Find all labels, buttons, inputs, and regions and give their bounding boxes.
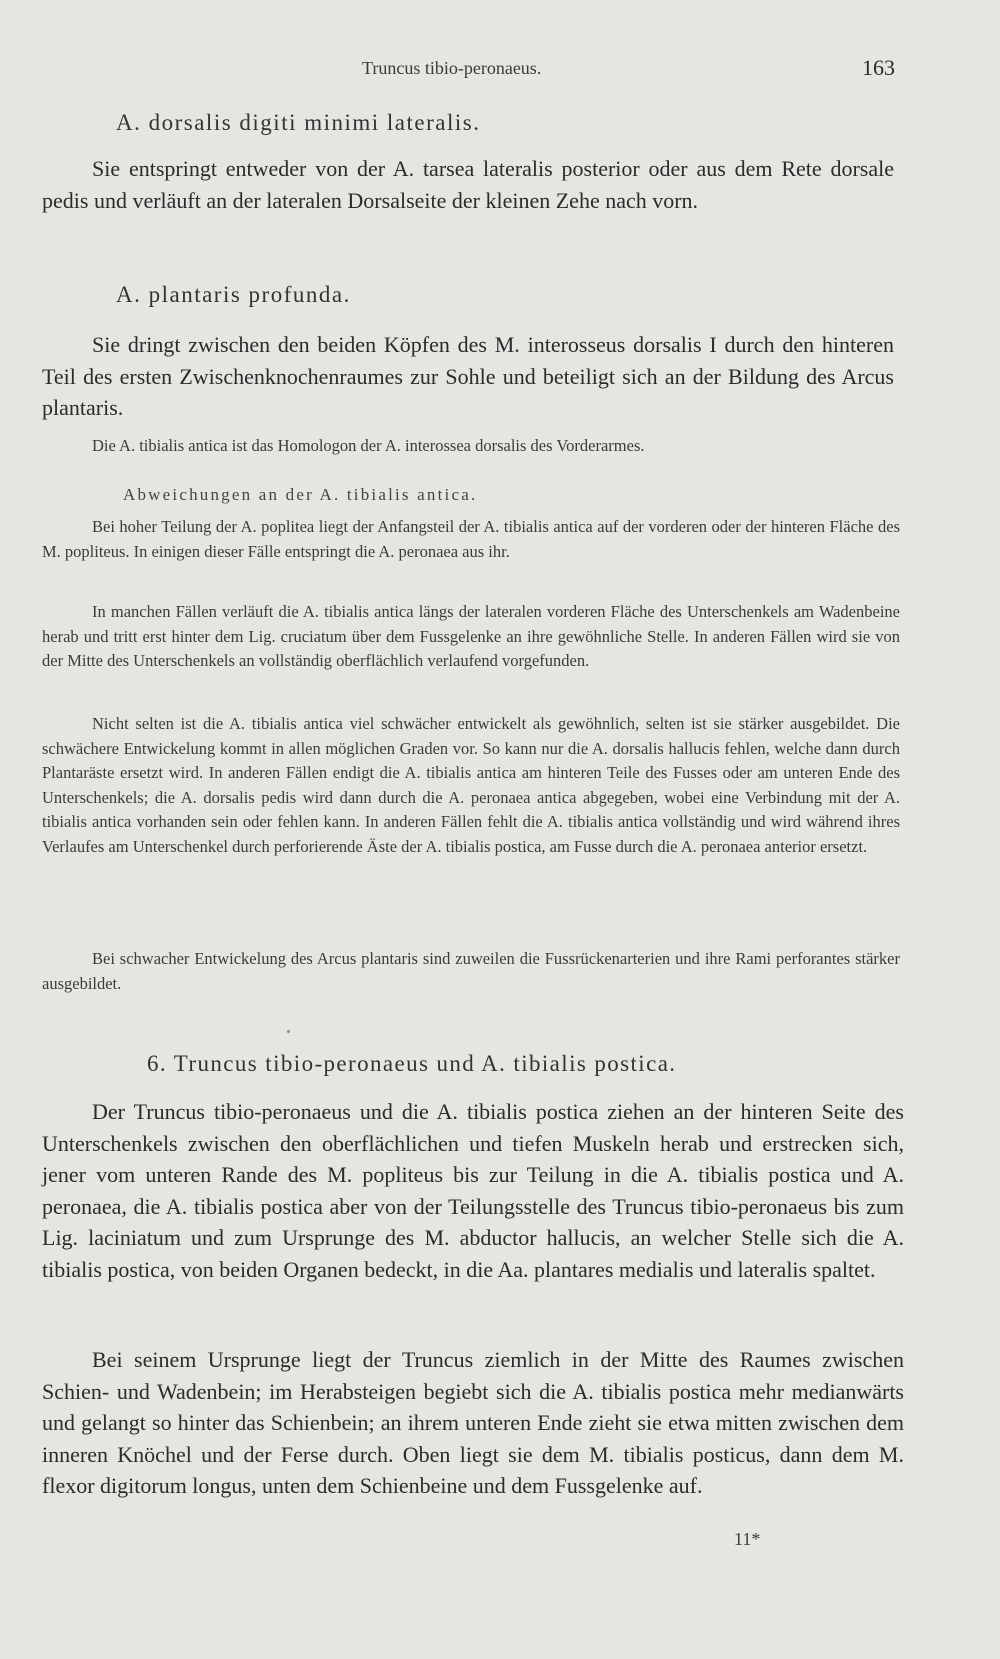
print-speck	[287, 1030, 290, 1033]
running-title: Truncus tibio-peronaeus.	[362, 58, 542, 78]
signature-mark: 11*	[734, 1529, 761, 1549]
paragraph-dorsalis-digiti: Sie entspringt entweder von der A. tarsea lateralis posterior oder aus dem Rete dorsale pedis und verläuft an der lateralen Dorsalseite der kleinen Zehe nach vorn.	[42, 156, 894, 213]
section-heading-dorsalis-digiti: A. dorsalis digiti minimi lateralis.	[116, 110, 481, 135]
paragraph-abweichungen-1: Bei hoher Teilung der A. poplitea liegt der Anfangsteil der A. tibialis antica auf der vorderen oder der hinteren Fläche des M. popliteus. In einigen dieser Fälle entspringt die A. peronaea aus ihr.	[42, 517, 900, 561]
paragraph-abweichungen-2: In manchen Fällen verläuft die A. tibialis antica längs der lateralen vorderen Fläche des Unterschenkels am Wadenbeine herab und tritt erst hinter dem Lig. cruciatum über dem Fussgelenke an ihre gewöhnliche Stelle. In anderen Fällen wird sie von der Mitte des Unterschenkels an vollständig oberflächlich verlaufend vorgefunden.	[42, 602, 900, 670]
section-heading-abweichungen: Abweichungen an der A. tibialis antica.	[123, 485, 478, 504]
running-header	[0, 55, 1000, 88]
paragraph-truncus-2: Bei seinem Ursprunge liegt der Truncus ziemlich in der Mitte des Raumes zwischen Schien- und Wadenbein; im Herabsteigen begiebt sich die A. tibialis postica mehr medianwärts und gelangt so hinter das Schienbein; an ihrem unteren Ende zieht sie etwa mitten zwischen dem inneren Knöchel und der Ferse durch. Oben liegt sie dem M. tibialis posticus, dann dem M. flexor digitorum longus, unten dem Schienbeine und dem Fussgelenke auf.	[42, 1347, 904, 1498]
note-homologon: Die A. tibialis antica ist das Homologon der A. interossea dorsalis des Vorderarmes.	[92, 436, 645, 455]
section-heading-plantaris-profunda: A. plantaris profunda.	[116, 282, 351, 307]
section-heading-truncus: 6. Truncus tibio-peronaeus und A. tibialis postica.	[147, 1051, 677, 1076]
paragraph-truncus-1: Der Truncus tibio-peronaeus und die A. tibialis postica ziehen an der hinteren Seite des Unterschenkels zwischen den oberflächlichen und tiefen Muskeln herab und erstrecken sich, jener vom unteren Rande des M. popliteus bis zur Teilung in die A. tibialis postica und A. peronaea, die A. tibialis postica aber von der Teilungsstelle des Truncus tibio-peronaeus bis zum Lig. laciniatum und zum Ursprunge des M. abductor hallucis, an welcher Stelle sich die A. tibialis postica, von beiden Organen bedeckt, in die Aa. plantares medialis und lateralis spaltet.	[42, 1099, 904, 1282]
paragraph-plantaris-profunda: Sie dringt zwischen den beiden Köpfen des M. interosseus dorsalis I durch den hinteren Teil des ersten Zwischenknochenraumes zur Sohle und beteiligt sich an der Bildung des Arcus plantaris.	[42, 332, 894, 420]
page-number: 163	[862, 55, 895, 80]
paragraph-abweichungen-4: Bei schwacher Entwickelung des Arcus plantaris sind zuweilen die Fussrückenarterien und ihre Rami perforantes stärker ausgebildet.	[42, 949, 900, 993]
paragraph-abweichungen-3: Nicht selten ist die A. tibialis antica viel schwächer entwickelt als gewöhnlich, selten ist sie stärker ausgebildet. Die schwächere Entwickelung kommt in allen möglichen Graden vor. So kann nur die A. dorsalis hallucis fehlen, welche dann durch Plantaräste ersetzt wird. In anderen Fällen endigt die A. tibialis antica am hinteren Teile des Fusses oder am unteren Ende des Unterschenkels; die A. dorsalis pedis wird dann durch die A. peronaea antica abgegeben, wobei eine Verbindung mit der A. tibialis antica vorhanden sein oder fehlen kann. In anderen Fällen fehlt die A. tibialis antica vollständig und wird während ihres Verlaufes am Unterschenkel durch perforierende Äste der A. tibialis postica, am Fusse durch die A. peronaea anterior ersetzt.	[42, 714, 900, 856]
